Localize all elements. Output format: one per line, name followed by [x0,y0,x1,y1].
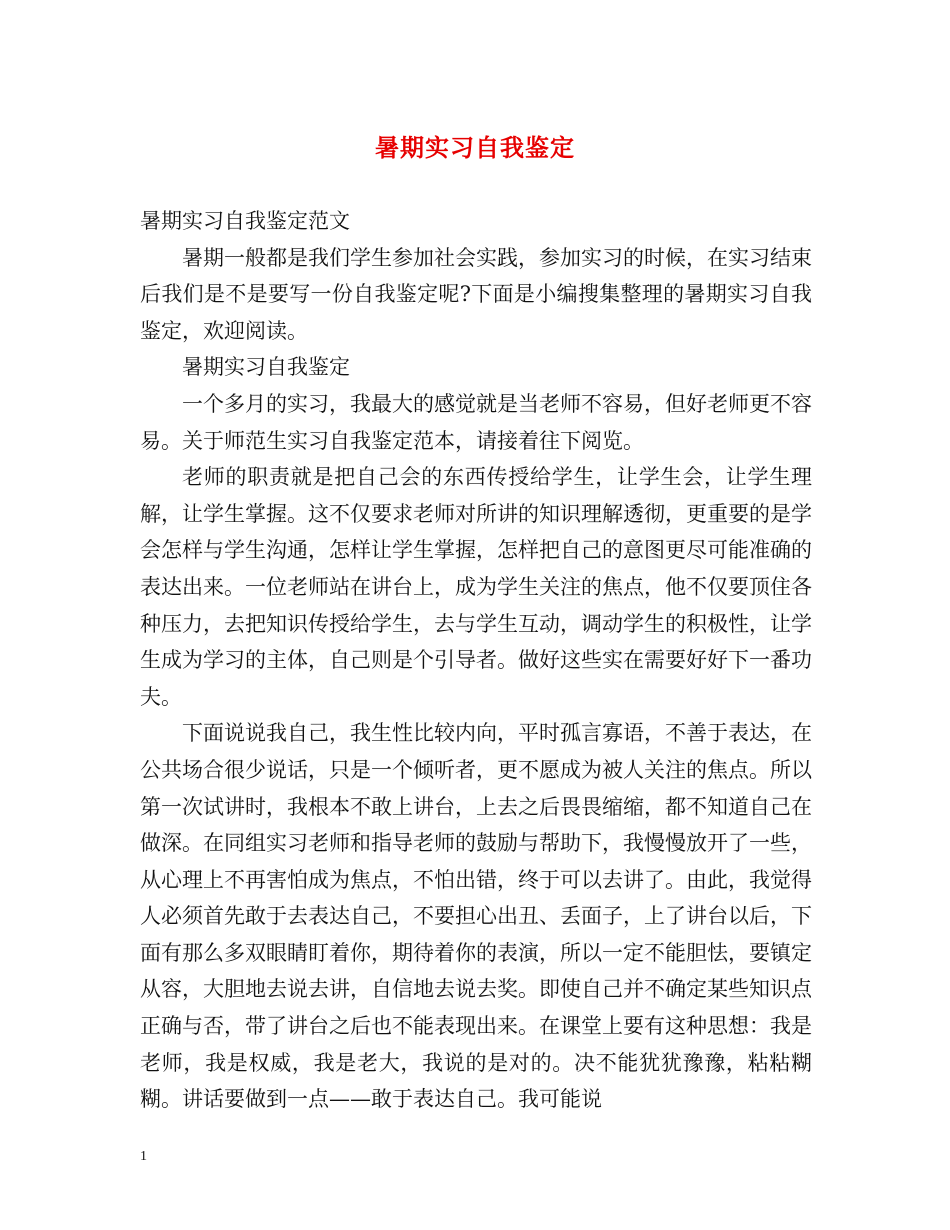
body-paragraph: 一个多月的实习，我最大的感觉就是当老师不容易，但好老师更不容易。关于师范生实习自我鉴定范本，请接着往下阅览。 [140,391,812,453]
document-body [140,203,812,1118]
section-heading: 暑期实习自我鉴定 [182,355,350,380]
page-number: 1 [140,1149,147,1164]
body-paragraph: 下面说说我自己，我生性比较内向，平时孤言寡语，不善于表达，在公共场合很少说话，只是一个倾听者，更不愿成为被人关注的焦点。所以第一次试讲时，我根本不敢上讲台，上去之后畏畏缩缩，都不知道自己在做深。在同组实习老师和指导老师的鼓励与帮助下，我慢慢放开了一些，从心理上不再害怕成为焦点，不怕出错，终于可以去讲了。由此，我觉得人必须首先敢于去表达自己，不要担心出丑、丢面子，上了讲台以后，下面有那么多双眼睛盯着你，期待着你的表演，所以一定不能胆怯，要镇定从容，大胆地去说去讲，自信地去说去奖。即使自己并不确定某些知识点正确与否，带了讲台之后也不能表现出来。在课堂上要有这种思想：我是老师，我是权威，我是老大，我说的是对的。决不能犹犹豫豫，粘粘糊糊。讲话要做到一点——敢于表达自己。我可能说 [140,721,812,1112]
body-paragraph: 老师的职责就是把自己会的东西传授给学生，让学生会，让学生理解，让学生掌握。这不仅要求老师对所讲的知识理解透彻，更重要的是学会怎样与学生沟通，怎样让学生掌握，怎样把自己的意图更尽可能准确的表达出来。一位老师站在讲台上，成为学生关注的焦点，他不仅要顶住各种压力，去把知识传授给学生，去与学生互动，调动学生的积极性，让学生成为学习的主体，自己则是个引导者。做好这些实在需要好好下一番功夫。 [140,465,812,709]
intro-paragraph: 暑期一般都是我们学生参加社会实践，参加实习的时候，在实习结束后我们是不是要写一份自我鉴定呢?下面是小编搜集整理的暑期实习自我鉴定，欢迎阅读。 [140,245,812,343]
document-title: 暑期实习自我鉴定 [375,133,575,162]
subtitle-paragraph: 暑期实习自我鉴定范文 [140,209,350,233]
